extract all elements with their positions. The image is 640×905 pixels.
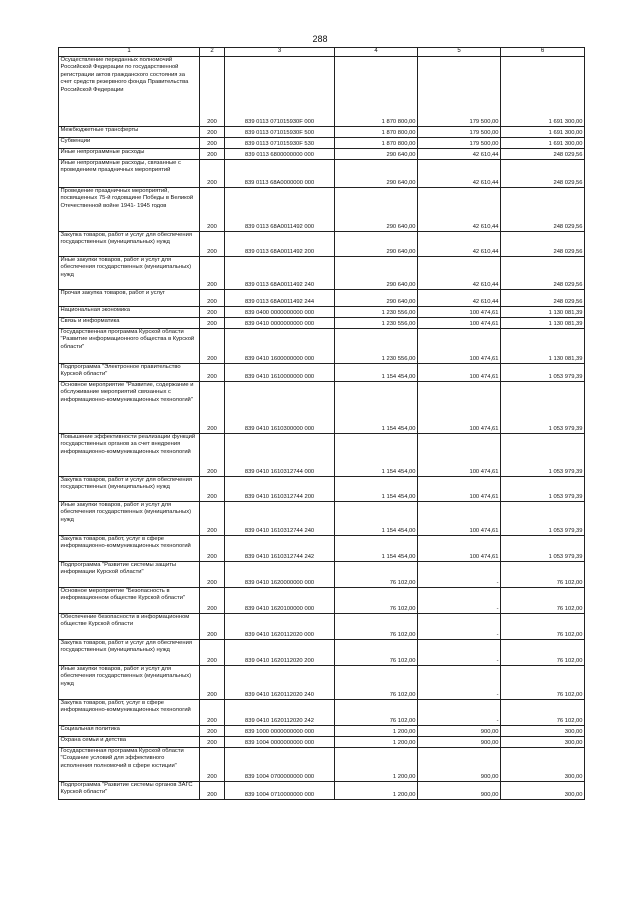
row-group-cell: 200 [200, 127, 225, 138]
row-group-cell: 200 [200, 536, 225, 562]
row-remaining-cell: 1 691 300,00 [501, 127, 585, 138]
row-approved-cell: 76 102,00 [335, 562, 418, 588]
row-name-cell: Основное мероприятие "Развитие, содержание и обслуживание мероприятий связанных с информационно-коммуникационных технологий" [59, 382, 200, 434]
table-row [59, 232, 585, 257]
row-executed-cell: 42 610,44 [418, 290, 501, 307]
row-executed-cell: 900,00 [418, 726, 501, 737]
row-group-cell: 200 [200, 329, 225, 364]
table-row [59, 536, 585, 562]
row-code-cell: 839 1004 0000000000 000 [225, 737, 335, 748]
table-row [59, 748, 585, 782]
row-remaining-cell: 76 102,00 [501, 640, 585, 666]
row-code-cell: 839 0410 1620100000 000 [225, 588, 335, 614]
row-code-cell: 839 0410 1600000000 000 [225, 329, 335, 364]
row-code-cell: 839 0113 6800000000 000 [225, 149, 335, 160]
row-name-cell: Закупка товаров, работ и услуг для обеспечения государственных (муниципальных) нужд [59, 232, 200, 257]
row-remaining-cell: 300,00 [501, 748, 585, 782]
row-group-cell: 200 [200, 782, 225, 800]
table-row [59, 382, 585, 434]
row-code-cell: 839 0113 68А0011492 244 [225, 290, 335, 307]
column-header: 3 [225, 48, 335, 57]
column-header: 2 [200, 48, 225, 57]
row-remaining-cell: 1 691 300,00 [501, 138, 585, 149]
page-number: 288 [312, 34, 328, 44]
row-remaining-cell: 1 130 081,39 [501, 329, 585, 364]
row-group-cell: 200 [200, 364, 225, 382]
row-executed-cell: 100 474,61 [418, 329, 501, 364]
row-name-cell: Иные закупки товаров, работ и услуг для обеспечения государственных (муниципальных) нужд [59, 502, 200, 536]
table-row [59, 614, 585, 640]
row-name-cell: Субвенции [59, 138, 200, 149]
row-approved-cell: 1 154 454,00 [335, 477, 418, 502]
row-approved-cell: 1 200,00 [335, 748, 418, 782]
row-remaining-cell: 1 130 081,39 [501, 318, 585, 329]
row-remaining-cell: 248 029,56 [501, 149, 585, 160]
row-code-cell: 839 1004 0710000000 000 [225, 782, 335, 800]
row-code-cell: 839 0410 1620112020 000 [225, 614, 335, 640]
row-group-cell: 200 [200, 318, 225, 329]
row-approved-cell: 76 102,00 [335, 666, 418, 700]
column-header: 6 [501, 48, 585, 57]
row-group-cell: 200 [200, 290, 225, 307]
column-header: 4 [335, 48, 418, 57]
row-remaining-cell: 300,00 [501, 782, 585, 800]
row-approved-cell: 1 870 800,00 [335, 57, 418, 127]
table-row [59, 640, 585, 666]
row-remaining-cell: 248 029,56 [501, 232, 585, 257]
row-code-cell: 839 0113 68А0011492 240 [225, 257, 335, 290]
budget-table [58, 47, 585, 800]
row-executed-cell: 100 474,61 [418, 502, 501, 536]
row-executed-cell: 100 474,61 [418, 364, 501, 382]
row-name-cell: Закупка товаров, работ и услуг для обеспечения государственных (муниципальных) нужд [59, 477, 200, 502]
row-code-cell: 839 0410 0000000000 000 [225, 318, 335, 329]
row-approved-cell: 1 230 556,00 [335, 318, 418, 329]
row-code-cell: 839 1000 0000000000 000 [225, 726, 335, 737]
row-approved-cell: 1 230 556,00 [335, 307, 418, 318]
row-group-cell: 200 [200, 748, 225, 782]
row-group-cell: 200 [200, 614, 225, 640]
row-name-cell: Повышение эффективности реализации функций государственных органов за счет внедрения информационно-коммуникационных технологий [59, 434, 200, 477]
row-code-cell: 839 0410 1620000000 000 [225, 562, 335, 588]
row-executed-cell: 179 500,00 [418, 138, 501, 149]
row-remaining-cell: 76 102,00 [501, 614, 585, 640]
row-remaining-cell: 76 102,00 [501, 588, 585, 614]
table-row [59, 329, 585, 364]
row-code-cell: 839 0410 1620112020 242 [225, 700, 335, 726]
row-name-cell: Государственная программа Курской области "Создание условий для эффективного исполнения полномочий в сфере юстиции" [59, 748, 200, 782]
row-name-cell: Иные закупки товаров, работ и услуг для обеспечения государственных (муниципальных) нужд [59, 666, 200, 700]
row-remaining-cell: 248 029,56 [501, 290, 585, 307]
row-group-cell: 200 [200, 138, 225, 149]
row-approved-cell: 290 640,00 [335, 188, 418, 232]
row-approved-cell: 1 230 556,00 [335, 329, 418, 364]
row-executed-cell: 42 610,44 [418, 257, 501, 290]
table-row [59, 726, 585, 737]
row-executed-cell: 42 610,44 [418, 149, 501, 160]
row-name-cell: Связь и информатика [59, 318, 200, 329]
row-executed-cell: - [418, 614, 501, 640]
row-remaining-cell: 76 102,00 [501, 562, 585, 588]
table-row [59, 737, 585, 748]
row-remaining-cell: 300,00 [501, 737, 585, 748]
row-name-cell: Подпрограмма "Развитие системы защиты информации Курской области" [59, 562, 200, 588]
row-code-cell: 839 0410 1610312744 200 [225, 477, 335, 502]
row-group-cell: 200 [200, 160, 225, 188]
row-remaining-cell: 1 053 979,39 [501, 382, 585, 434]
row-executed-cell: 900,00 [418, 748, 501, 782]
row-name-cell: Осуществление переданных полномочий Российской Федерации по государственной регистрации актов гражданского состояния за счет средств резервного фонда Правительства Российской Федерации [59, 57, 200, 127]
row-group-cell: 200 [200, 434, 225, 477]
row-executed-cell: - [418, 640, 501, 666]
row-remaining-cell: 76 102,00 [501, 700, 585, 726]
row-remaining-cell: 300,00 [501, 726, 585, 737]
row-group-cell: 200 [200, 562, 225, 588]
row-name-cell: Подпрограмма "Электронное правительство Курской области" [59, 364, 200, 382]
table-body [59, 57, 585, 800]
row-group-cell: 200 [200, 700, 225, 726]
table-row [59, 290, 585, 307]
row-code-cell: 839 0410 1610312744 000 [225, 434, 335, 477]
row-approved-cell: 1 870 800,00 [335, 138, 418, 149]
table-row [59, 138, 585, 149]
row-group-cell: 200 [200, 188, 225, 232]
row-executed-cell: 100 474,61 [418, 434, 501, 477]
row-approved-cell: 290 640,00 [335, 257, 418, 290]
row-code-cell: 839 0410 1620112020 200 [225, 640, 335, 666]
row-remaining-cell: 248 029,56 [501, 188, 585, 232]
row-approved-cell: 1 154 454,00 [335, 382, 418, 434]
row-executed-cell: 100 474,61 [418, 318, 501, 329]
row-executed-cell: 900,00 [418, 782, 501, 800]
row-code-cell: 839 0113 68А0000000 000 [225, 160, 335, 188]
row-remaining-cell: 1 130 081,39 [501, 307, 585, 318]
row-executed-cell: 100 474,61 [418, 477, 501, 502]
row-remaining-cell: 1 691 300,00 [501, 57, 585, 127]
table-row [59, 188, 585, 232]
row-remaining-cell: 248 029,56 [501, 160, 585, 188]
row-name-cell: Государственная программа Курской области "Развитие информационного общества в Курской области" [59, 329, 200, 364]
row-group-cell: 200 [200, 232, 225, 257]
table-header-row [59, 48, 585, 57]
column-header: 5 [418, 48, 501, 57]
table-row [59, 127, 585, 138]
row-code-cell: 839 0113 68А0011492 000 [225, 188, 335, 232]
table-row [59, 562, 585, 588]
row-executed-cell: 179 500,00 [418, 127, 501, 138]
row-name-cell: Основное мероприятие "Безопасность в информационном обществе Курской области" [59, 588, 200, 614]
row-name-cell: Охрана семьи и детства [59, 737, 200, 748]
row-approved-cell: 76 102,00 [335, 700, 418, 726]
row-name-cell: Прочая закупка товаров, работ и услуг [59, 290, 200, 307]
row-group-cell: 200 [200, 257, 225, 290]
row-name-cell: Иные непрограммные расходы [59, 149, 200, 160]
table-row [59, 502, 585, 536]
row-name-cell: Подпрограмма "Развитие системы органов ЗАГС Курской области" [59, 782, 200, 800]
row-approved-cell: 1 154 454,00 [335, 364, 418, 382]
row-remaining-cell: 1 053 979,39 [501, 364, 585, 382]
row-approved-cell: 76 102,00 [335, 614, 418, 640]
table-row [59, 57, 585, 127]
row-group-cell: 200 [200, 737, 225, 748]
row-code-cell: 839 0113 071015930F 530 [225, 138, 335, 149]
row-group-cell: 200 [200, 57, 225, 127]
row-remaining-cell: 1 053 979,39 [501, 502, 585, 536]
row-name-cell: Социальная политика [59, 726, 200, 737]
row-code-cell: 839 0113 071015930F 000 [225, 57, 335, 127]
row-approved-cell: 1 154 454,00 [335, 536, 418, 562]
row-name-cell: Проведение праздничных мероприятий, посвященных 75-й годовщине Победы в Великой Отечественной войне 1941- 1945 годов [59, 188, 200, 232]
row-code-cell: 839 1004 0700000000 000 [225, 748, 335, 782]
row-group-cell: 200 [200, 502, 225, 536]
table-row [59, 588, 585, 614]
row-executed-cell: 42 610,44 [418, 188, 501, 232]
table-row [59, 149, 585, 160]
row-executed-cell: 42 610,44 [418, 160, 501, 188]
row-executed-cell: 100 474,61 [418, 536, 501, 562]
row-code-cell: 839 0410 1610312744 242 [225, 536, 335, 562]
row-executed-cell: 100 474,61 [418, 307, 501, 318]
table-row [59, 307, 585, 318]
row-executed-cell: - [418, 562, 501, 588]
row-approved-cell: 290 640,00 [335, 149, 418, 160]
row-name-cell: Обеспечение безопасности в информационном обществе Курской области [59, 614, 200, 640]
row-approved-cell: 76 102,00 [335, 640, 418, 666]
table-row [59, 782, 585, 800]
row-group-cell: 200 [200, 382, 225, 434]
table-row [59, 477, 585, 502]
row-code-cell: 839 0410 1610300000 000 [225, 382, 335, 434]
row-code-cell: 839 0410 1610000000 000 [225, 364, 335, 382]
row-remaining-cell: 1 053 979,39 [501, 434, 585, 477]
row-remaining-cell: 1 053 979,39 [501, 536, 585, 562]
row-executed-cell: 179 500,00 [418, 57, 501, 127]
table-row [59, 364, 585, 382]
table-row [59, 434, 585, 477]
row-name-cell: Закупка товаров, работ, услуг в сфере информационно-коммуникационных технологий [59, 536, 200, 562]
table-row [59, 160, 585, 188]
row-approved-cell: 1 200,00 [335, 726, 418, 737]
row-group-cell: 200 [200, 640, 225, 666]
row-code-cell: 839 0410 1610312744 240 [225, 502, 335, 536]
row-executed-cell: - [418, 700, 501, 726]
row-code-cell: 839 0113 071015930F 500 [225, 127, 335, 138]
column-header: 1 [59, 48, 200, 57]
row-approved-cell: 290 640,00 [335, 160, 418, 188]
row-name-cell: Иные закупки товаров, работ и услуг для обеспечения государственных (муниципальных) нужд [59, 257, 200, 290]
row-approved-cell: 1 154 454,00 [335, 502, 418, 536]
row-name-cell: Закупка товаров, работ и услуг для обеспечения государственных (муниципальных) нужд [59, 640, 200, 666]
row-remaining-cell: 1 053 979,39 [501, 477, 585, 502]
table-row [59, 700, 585, 726]
row-executed-cell: - [418, 666, 501, 700]
row-executed-cell: - [418, 588, 501, 614]
table-row [59, 257, 585, 290]
row-group-cell: 200 [200, 149, 225, 160]
row-group-cell: 200 [200, 477, 225, 502]
row-executed-cell: 100 474,61 [418, 382, 501, 434]
row-approved-cell: 290 640,00 [335, 290, 418, 307]
row-approved-cell: 1 200,00 [335, 782, 418, 800]
row-group-cell: 200 [200, 726, 225, 737]
row-remaining-cell: 76 102,00 [501, 666, 585, 700]
row-approved-cell: 1 154 454,00 [335, 434, 418, 477]
row-name-cell: Иные непрограммные расходы, связанные с проведением праздничных мероприятий [59, 160, 200, 188]
row-name-cell: Национальная экономика [59, 307, 200, 318]
row-approved-cell: 1 870 800,00 [335, 127, 418, 138]
row-name-cell: Межбюджетные трансферты [59, 127, 200, 138]
row-executed-cell: 900,00 [418, 737, 501, 748]
row-code-cell: 839 0113 68А0011492 200 [225, 232, 335, 257]
row-name-cell: Закупка товаров, работ, услуг в сфере информационно-коммуникационных технологий [59, 700, 200, 726]
row-approved-cell: 76 102,00 [335, 588, 418, 614]
row-approved-cell: 1 200,00 [335, 737, 418, 748]
row-group-cell: 200 [200, 307, 225, 318]
table-row [59, 666, 585, 700]
row-executed-cell: 42 610,44 [418, 232, 501, 257]
row-group-cell: 200 [200, 666, 225, 700]
table-row [59, 318, 585, 329]
row-remaining-cell: 248 029,56 [501, 257, 585, 290]
row-approved-cell: 290 640,00 [335, 232, 418, 257]
row-group-cell: 200 [200, 588, 225, 614]
row-code-cell: 839 0400 0000000000 000 [225, 307, 335, 318]
row-code-cell: 839 0410 1620112020 240 [225, 666, 335, 700]
